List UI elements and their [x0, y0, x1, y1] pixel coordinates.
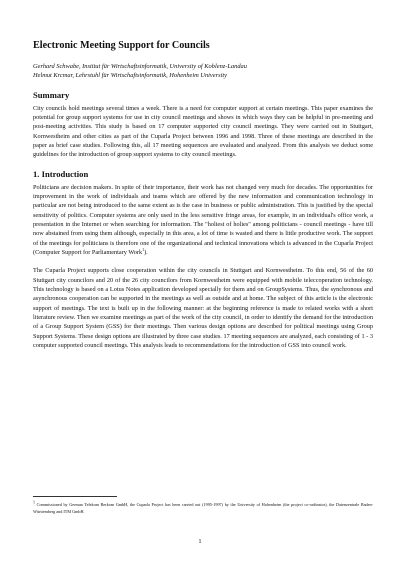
author-line: Gerhard Schwabe, Institut für Wirtschaftsinformatik, University of Koblenz-Landau — [33, 63, 247, 70]
introduction-paragraph — [33, 183, 373, 258]
paper-body — [33, 40, 373, 351]
footnote-reference: 1 — [142, 246, 145, 252]
footnote-text: Commissioned by German Telekom Berkom GmbH, the Cuparla Project has been carried out (1995-1997) by the University of Hohenheim (the project co-ordinator), the Datenzentrale Baden-Württemberg and ITM GmbH. — [33, 502, 373, 515]
introduction-paragraph: The Cuparla Project supports close cooperation within the city councils in Stuttgart and Kornwestheim. To this end, 56 of the 60 Stuttgart city councilors and 20 of the 26 city councilors from Kornwestheim were equipped with mobile teleccoperation technology. This technology is based on a Lotus Notes application developed specially for them and on GroupSystems. Thus, the synchronous and asynchronous cooperation can be supported in the meetings as well as outside and at home. The subject of this article is the electronic support of meetings. The text is built up in the following manner: at the beginning reference is made to related works with a short literature review. Then we examine meetings as part of the work of the city council, in order to identify the demand for the introduction of a Group Support System (GSS) for their meetings. Then various design options are described for political meetings using Group Support Systems. These design options are illustrated by three case studies. 17 meeting sequences are analyzed, each consisting of 1 - 3 computer supported council meetings. This analysis leads to recommendations for the introduction of GSS into council work. — [33, 267, 373, 350]
paper-title: Electronic Meeting Support for Councils — [33, 40, 210, 51]
summary-heading: Summary — [33, 89, 70, 100]
summary-paragraph: City councils hold meetings several times a week. There is a need for computer support at certain meetings. This paper examines the potential for group support systems for use in city council meetings and shows in which ways they can be helpful in pre-meeting and post-meeting activities. This study is based on 17 computer supported city council meetings. They were carried out in Stuttgart, Kornwestheim and other cities as part of the Cuparla Project between 1996 and 1998. Three of these meetings are described in the paper as brief case studies. Following this, all 17 meeting sequences are evaluated and analyzed. From this analysis we deduct some guidelines for the introduction of group support systems to city council meetings. — [33, 104, 373, 159]
footnote — [33, 501, 373, 515]
author-list — [33, 62, 373, 81]
introduction-heading: 1. Introduction — [33, 168, 89, 179]
author-line: Helmut Krcmar, Lehrstuhl für Wirtschaftsinformatik, Hohenheim University — [33, 72, 227, 80]
page-number: 1 — [198, 538, 202, 545]
introduction-paragraph-end: ). — [144, 249, 148, 257]
footnote-marker: 1 — [33, 499, 35, 505]
introduction-paragraph-text: Politicians are decision makers. In spite of their importance, their work has not changed very much for decades. The opportunities for improvement in the work of individuals and teams which are offered by the new information and communication technology in particular are not being introduced to the same extent as is the case in business or public administration. This is justified by the special sensitivity of politics. Computer systems are only used in the less sensitive fringe areas, for example, in an individual's office work, a presentation in the Internet or when searching for information. The "holiest of holies" among politicians - council meetings - have till now abstained from using them although, especially in this area, a lot of time is wasted and there is little productive work. The support of the meetings for politicians is therefore one of the organizational and technical innovations which is advanced in the Cuparla Project (Computer Support for Parliamentary Work — [33, 183, 373, 257]
footnote-divider — [33, 496, 117, 497]
